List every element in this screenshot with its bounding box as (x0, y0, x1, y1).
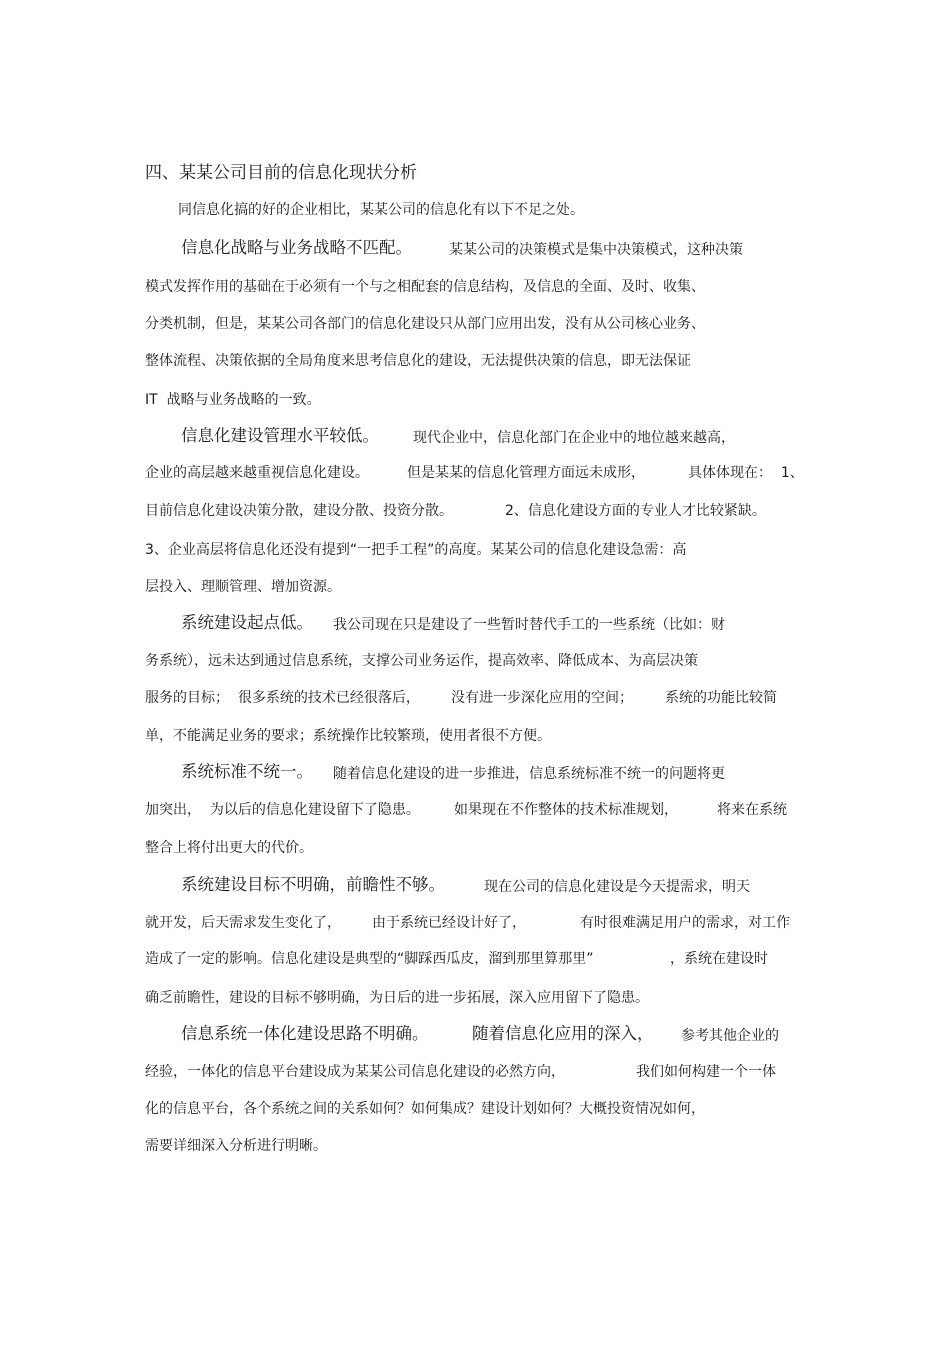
section-title: 四、某某公司目前的信息化现状分析 (145, 163, 417, 183)
p3-line2: 务系统），远未达到通过信息系统，支撑公司业务运作，提高效率、降低成本、为高层决策 (145, 653, 698, 669)
p3-line3c: 系统的功能比较简 (665, 690, 777, 706)
p2-line2b: 但是某某的信息化管理方面远未成形， (407, 465, 645, 481)
p5-line3a: 造成了一定的影响。信息化建设是典型的“脚踩西瓜皮，溜到那里算那里” (145, 951, 594, 967)
p2-line3a: 目前信息化建设决策分散，建设分散、投资分散。 (145, 503, 453, 519)
p3-lead: 系统建设起点低。 (181, 613, 313, 632)
p3-line4: 单，不能满足业务的要求；系统操作比较繁琐，使用者很不方便。 (145, 728, 551, 744)
p1-lead: 信息化战略与业务战略不匹配。 (181, 238, 412, 257)
p5-line2b: 由于系统已经设计好了， (372, 915, 526, 931)
p1-line5: IT 战略与业务战略的一致。 (145, 392, 321, 408)
p6-lead: 信息系统一体化建设思路不明确。 (181, 1024, 429, 1043)
p2-line5: 层投入、理顺管理、增加资源。 (145, 579, 341, 595)
p2-line1: 现代企业中，信息化部门在企业中的地位越来越高， (413, 430, 735, 446)
p3-line3b: 没有进一步深化应用的空间； (451, 690, 633, 706)
p5-line2a: 就开发，后天需求发生变化了， (145, 915, 341, 931)
p2-line4: 3、企业高层将信息化还没有提到“一把手工程”的高度。某某公司的信息化建设急需：高 (145, 542, 687, 558)
p6-line4: 需要详细深入分析进行明晰。 (145, 1138, 327, 1154)
p6-line2b: 我们如何构建一个一体 (636, 1064, 776, 1080)
p5-lead: 系统建设目标不明确，前瞻性不够。 (181, 875, 445, 894)
p1-line2: 模式发挥作用的基础在于必须有一个与之相配套的信息结构，及信息的全面、及时、收集、 (145, 279, 705, 295)
p6-lead2: 随着信息化应用的深入， (472, 1024, 654, 1043)
p2-line2a: 企业的高层越来越重视信息化建设。 (145, 465, 369, 481)
p1-line3: 分类机制，但是，某某公司各部门的信息化建设只从部门应用出发，没有从公司核心业务、 (145, 316, 705, 332)
p4-line2b: 如果现在不作整体的技术标准规划， (454, 802, 678, 818)
p2-line3b: 2、信息化建设方面的专业人才比较紧缺。 (505, 503, 766, 519)
p5-line3b: ，系统在建设时 (670, 951, 768, 967)
p2-lead: 信息化建设管理水平较低。 (181, 426, 379, 445)
p3-line1: 我公司现在只是建设了一些暂时替代手工的一些系统（比如：财 (333, 617, 725, 633)
intro-paragraph: 同信息化搞的好的企业相比，某某公司的信息化有以下不足之处。 (178, 202, 584, 218)
p6-line3: 化的信息平台，各个系统之间的关系如何？如何集成？建设计划如何？大概投资情况如何， (145, 1101, 705, 1117)
p4-line2a: 加突出， 为以后的信息化建设留下了隐患。 (145, 802, 420, 818)
p5-line2c: 有时很难满足用户的需求，对工作 (580, 915, 790, 931)
p4-line3: 整合上将付出更大的代价。 (145, 840, 313, 856)
p1-line4: 整体流程、决策依据的全局角度来思考信息化的建设，无法提供决策的信息，即无法保证 (145, 353, 691, 369)
p4-line2c: 将来在系统 (717, 802, 787, 818)
p6-line1: 参考其他企业的 (681, 1028, 779, 1044)
p4-lead: 系统标准不统一。 (181, 762, 313, 781)
p6-line2a: 经验，一体化的信息平台建设成为某某公司信息化建设的必然方向， (145, 1064, 565, 1080)
p4-line1: 随着信息化建设的进一步推进，信息系统标准不统一的问题将更 (333, 766, 725, 782)
p5-line1: 现在公司的信息化建设是今天提需求，明天 (484, 879, 750, 895)
p1-line1: 某某公司的决策模式是集中决策模式，这种决策 (449, 242, 743, 258)
p2-line2c: 具体体现在： 1、 (688, 465, 804, 481)
p3-line3a: 服务的目标； 很多系统的技术已经很落后， (145, 690, 420, 706)
p5-line4: 确乏前瞻性，建设的目标不够明确，为日后的进一步拓展，深入应用留下了隐患。 (145, 990, 649, 1006)
